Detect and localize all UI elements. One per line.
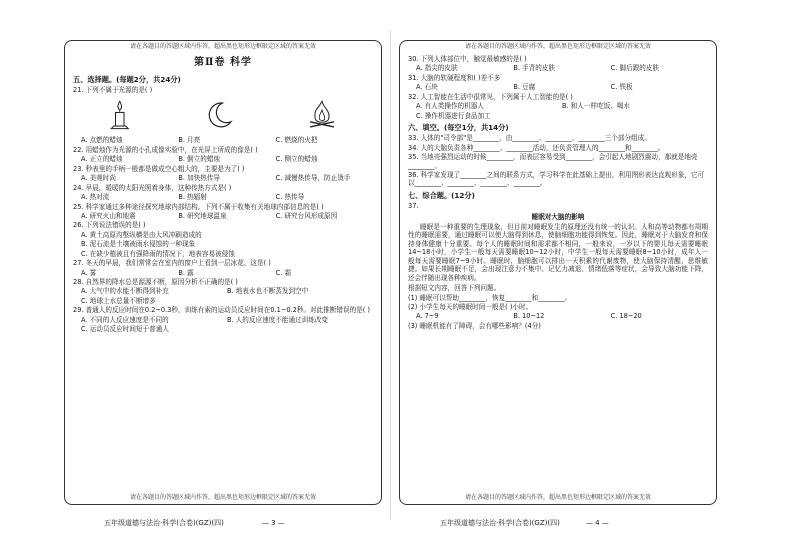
- answer-area-notice-bottom: 请在各题目的答题区域内作答，超出黑色矩形边框限定区域的答案无效: [129, 494, 316, 501]
- question-22: 22. 用蜡烛作为光源的小孔成像实验中，在光屏上所成的像是( ): [73, 145, 258, 154]
- option-b: B. 热辐射: [178, 193, 207, 202]
- option-a: A. 正立的蜡烛: [81, 155, 123, 164]
- page-number: — 4 —: [585, 519, 609, 527]
- question-34: 34. 人的大脑负责各种________、________活动，还负责管理人的________和________。: [408, 143, 665, 152]
- question-31-options: [408, 83, 708, 91]
- question-28-options: [73, 287, 373, 295]
- option-a: A. 美观时尚: [81, 174, 116, 183]
- option-a: A. 热对流: [81, 193, 110, 202]
- option-a: A. 雾: [81, 268, 97, 277]
- question-21-options: [73, 136, 373, 144]
- page-fold-divider: [390, 30, 391, 520]
- option-a: A. 研究火山和地震: [81, 211, 136, 220]
- question-30: 30. 下列人体部位中，触觉最敏感的是( ): [408, 55, 527, 63]
- option-c: C. 脚后跟的皮肤: [610, 64, 660, 73]
- candle-icon: [107, 98, 133, 132]
- section-5-heading: 五、选择题。(每题2分，共24分): [73, 74, 181, 84]
- sub-question-1: (1) 睡眠可以帮助________，恢复________和________。: [408, 293, 572, 302]
- option-c: C. 热传导: [275, 193, 305, 202]
- option-c: C. 地球上水总量不断增多: [81, 296, 156, 305]
- question-35: 35. 当地壳强烈运动的时候________，而表层容易受到________，会引起人地剧烈震动，那就是地壳________。: [408, 153, 698, 170]
- question-27-options: [73, 269, 373, 277]
- sub-question-2: (2) 小学生每天的睡眠时间一般是( )小时。: [408, 302, 533, 311]
- answer-area-notice-bottom: 请在各题目的答题区域内作答，超出黑色矩形边框限定区域的答案无效: [464, 494, 651, 501]
- option-b: B. 泥石流是土壤被雨水侵蚀的一种现象: [81, 240, 196, 249]
- option-a: A. 石块: [416, 83, 438, 92]
- right-page-footer: [440, 518, 609, 528]
- option-b: B. 露: [178, 268, 194, 277]
- left-page-footer: [104, 518, 285, 528]
- question-21: 21. 下列不属于光源的是( ): [73, 86, 153, 95]
- sub-question-2-options: [408, 312, 708, 320]
- sub-question-3: (3) 睡眠机能有了障碍，会有哪些影响？(4分): [408, 321, 541, 330]
- option-b: B. 加快热传导: [178, 174, 221, 183]
- bonfire-icon: [305, 98, 339, 132]
- answer-area-notice-top: 请在各题目的答题区域内作答，超出黑色矩形边框限定区域的答案无效: [464, 43, 651, 50]
- passage-text: 睡眠是一种重要的生理现象，但目前对睡眠发生的原理还没有统一的认识。人和高等动物都有周期性的睡眠需要，通过睡眠可以使大脑得到休息，使脑细胞功能得到恢复。因此，睡眠对于大脑发育和保持身体健康十分重要。每个人的睡眠时间和需求都不相同，一般来说，一岁以下的婴儿每天需要睡眠14~18小时，小学生一般每天需要睡眠10~12小时，中学生一般每天需要睡眠8~10小时，成年人一般每天需要睡眠7~9小时。睡眠时，脑细胞可以排出一天积累的代谢废物，使大脑保持清醒、思维敏捷。如果长期睡眠不足，会出现注意力不集中、记忆力减退、情绪低落等症状，会导致大脑功能下降，还会伴随出现各种疾病。: [408, 223, 708, 282]
- option-c: C. 操作机器进行食品加工: [416, 111, 491, 120]
- question-25-options: [73, 212, 373, 220]
- question-30-options: [408, 64, 708, 72]
- option-c: C. 研究台风形成原因: [275, 211, 338, 220]
- option-b: B. 人的反应速度不能通过训练改变: [227, 315, 329, 324]
- right-page: [399, 40, 717, 505]
- option-c: C. 侧立的蜡烛: [275, 155, 318, 164]
- option-c: C. 铁板: [610, 83, 633, 92]
- question-31: 31. 大脑的软硬程度和( )差不多: [408, 73, 501, 82]
- question-26: 26. 下列说法错误的是( ): [73, 221, 146, 230]
- left-page-content: [73, 55, 373, 492]
- option-a: A. 不同的人反应速度是不同的: [81, 315, 169, 324]
- question-23-options: [73, 174, 373, 182]
- option-c: C. 18~20: [610, 312, 642, 321]
- footer-title: 五年级道德与法治·科学(合卷)(GZ)(四): [104, 519, 224, 527]
- option-c: C. 燃烧的火把: [275, 136, 318, 145]
- option-b: B. 月亮: [178, 136, 201, 145]
- passage-title: 睡眠对大脑的影响: [531, 212, 585, 221]
- question-29: 29. 普通人的反应时间在0.2~0.3秒，训练有素的运动员反应时间在0.1~0.2秒。对此推断错误的是( ): [73, 306, 371, 315]
- option-b: B. 倒立的蜡烛: [178, 155, 221, 164]
- page-number: — 3 —: [261, 519, 285, 527]
- right-page-content: [408, 55, 708, 492]
- volume-title: 第Ⅱ卷 科学: [194, 57, 252, 68]
- question-21-images: [73, 96, 373, 134]
- option-b: B. 研究地球温泉: [178, 211, 227, 220]
- question-22-options: [73, 155, 373, 163]
- question-33: 33. 人体的"司令部"是________，由________、________、________三个部分组成。: [408, 134, 651, 143]
- option-b: B. 豆腐: [513, 83, 536, 92]
- option-a: A. 7~9: [416, 312, 439, 321]
- question-32: 32. 人工智能在生活中很常见，下列属于人工智能的是( ): [408, 92, 573, 101]
- question-27: 27. 冬天的早晨，我们常常会在室内的窗户上看到一层冰花，这是( ): [73, 259, 271, 268]
- option-c: C. 减慢热传导，防止烫手: [275, 174, 351, 183]
- option-b: B. 地表水也不断蒸发到空中: [227, 287, 309, 296]
- option-b: B. 手背的皮肤: [513, 64, 556, 73]
- option-b: B. 和人一样吃饭、喝水: [562, 102, 631, 111]
- question-28: 28. 自然界的降水总是源源不断，原因分析不正确的是( ): [73, 278, 238, 287]
- section-7-heading: 七、综合题。(12分): [408, 190, 475, 200]
- option-b: B. 10~12: [513, 312, 545, 321]
- answer-area-notice-top: 请在各题目的答题区域内作答，超出黑色矩形边框限定区域的答案无效: [129, 43, 316, 50]
- section-6-heading: 六、填空。(每空1分，共14分): [408, 123, 509, 133]
- option-a: A. 黄土高原沟壑纵横是由大风冲刷造成的: [81, 230, 202, 239]
- question-32-options: [408, 102, 708, 110]
- question-24-options: [73, 193, 373, 201]
- option-a: A. 有人类操作的机器人: [416, 102, 484, 111]
- sub-question-intro: 根据短文内容，回答下列问题。: [408, 284, 501, 293]
- option-c: C. 在缺少植被且有强降雨的情况下，地表容易被侵蚀: [81, 249, 235, 258]
- option-a: A. 大气中的水能不断得到补充: [81, 287, 169, 296]
- option-c: C. 霜: [275, 268, 292, 277]
- question-25: 25. 科学家通过多种途径探究地球内部结构。下列不属于收集有关地球内部信息的是( ): [73, 202, 324, 211]
- left-page: [64, 40, 382, 505]
- footer-title: 五年级道德与法治·科学(合卷)(GZ)(四): [440, 519, 560, 527]
- moon-icon: [202, 98, 236, 132]
- question-36: 36. 科学家发现了________之间的联系方式，学习科学在此基础上提出，利用图形表达直观形象，它可以________、________、________、________。: [408, 171, 705, 188]
- question-24: 24. 早晨，暖暖的太阳光照着身体，这种传热方式是( ): [73, 183, 232, 192]
- option-a: A. 点燃的蜡烛: [81, 136, 123, 145]
- question-29-options: [73, 316, 373, 324]
- option-c: C. 运动员反应时间短于普通人: [81, 325, 169, 334]
- question-37: 37.: [408, 202, 419, 211]
- option-a: A. 指尖的皮肤: [416, 64, 458, 73]
- question-23: 23. 秒表里的手柄一般都是做成空心粗大的，主要是为了( ): [73, 164, 245, 173]
